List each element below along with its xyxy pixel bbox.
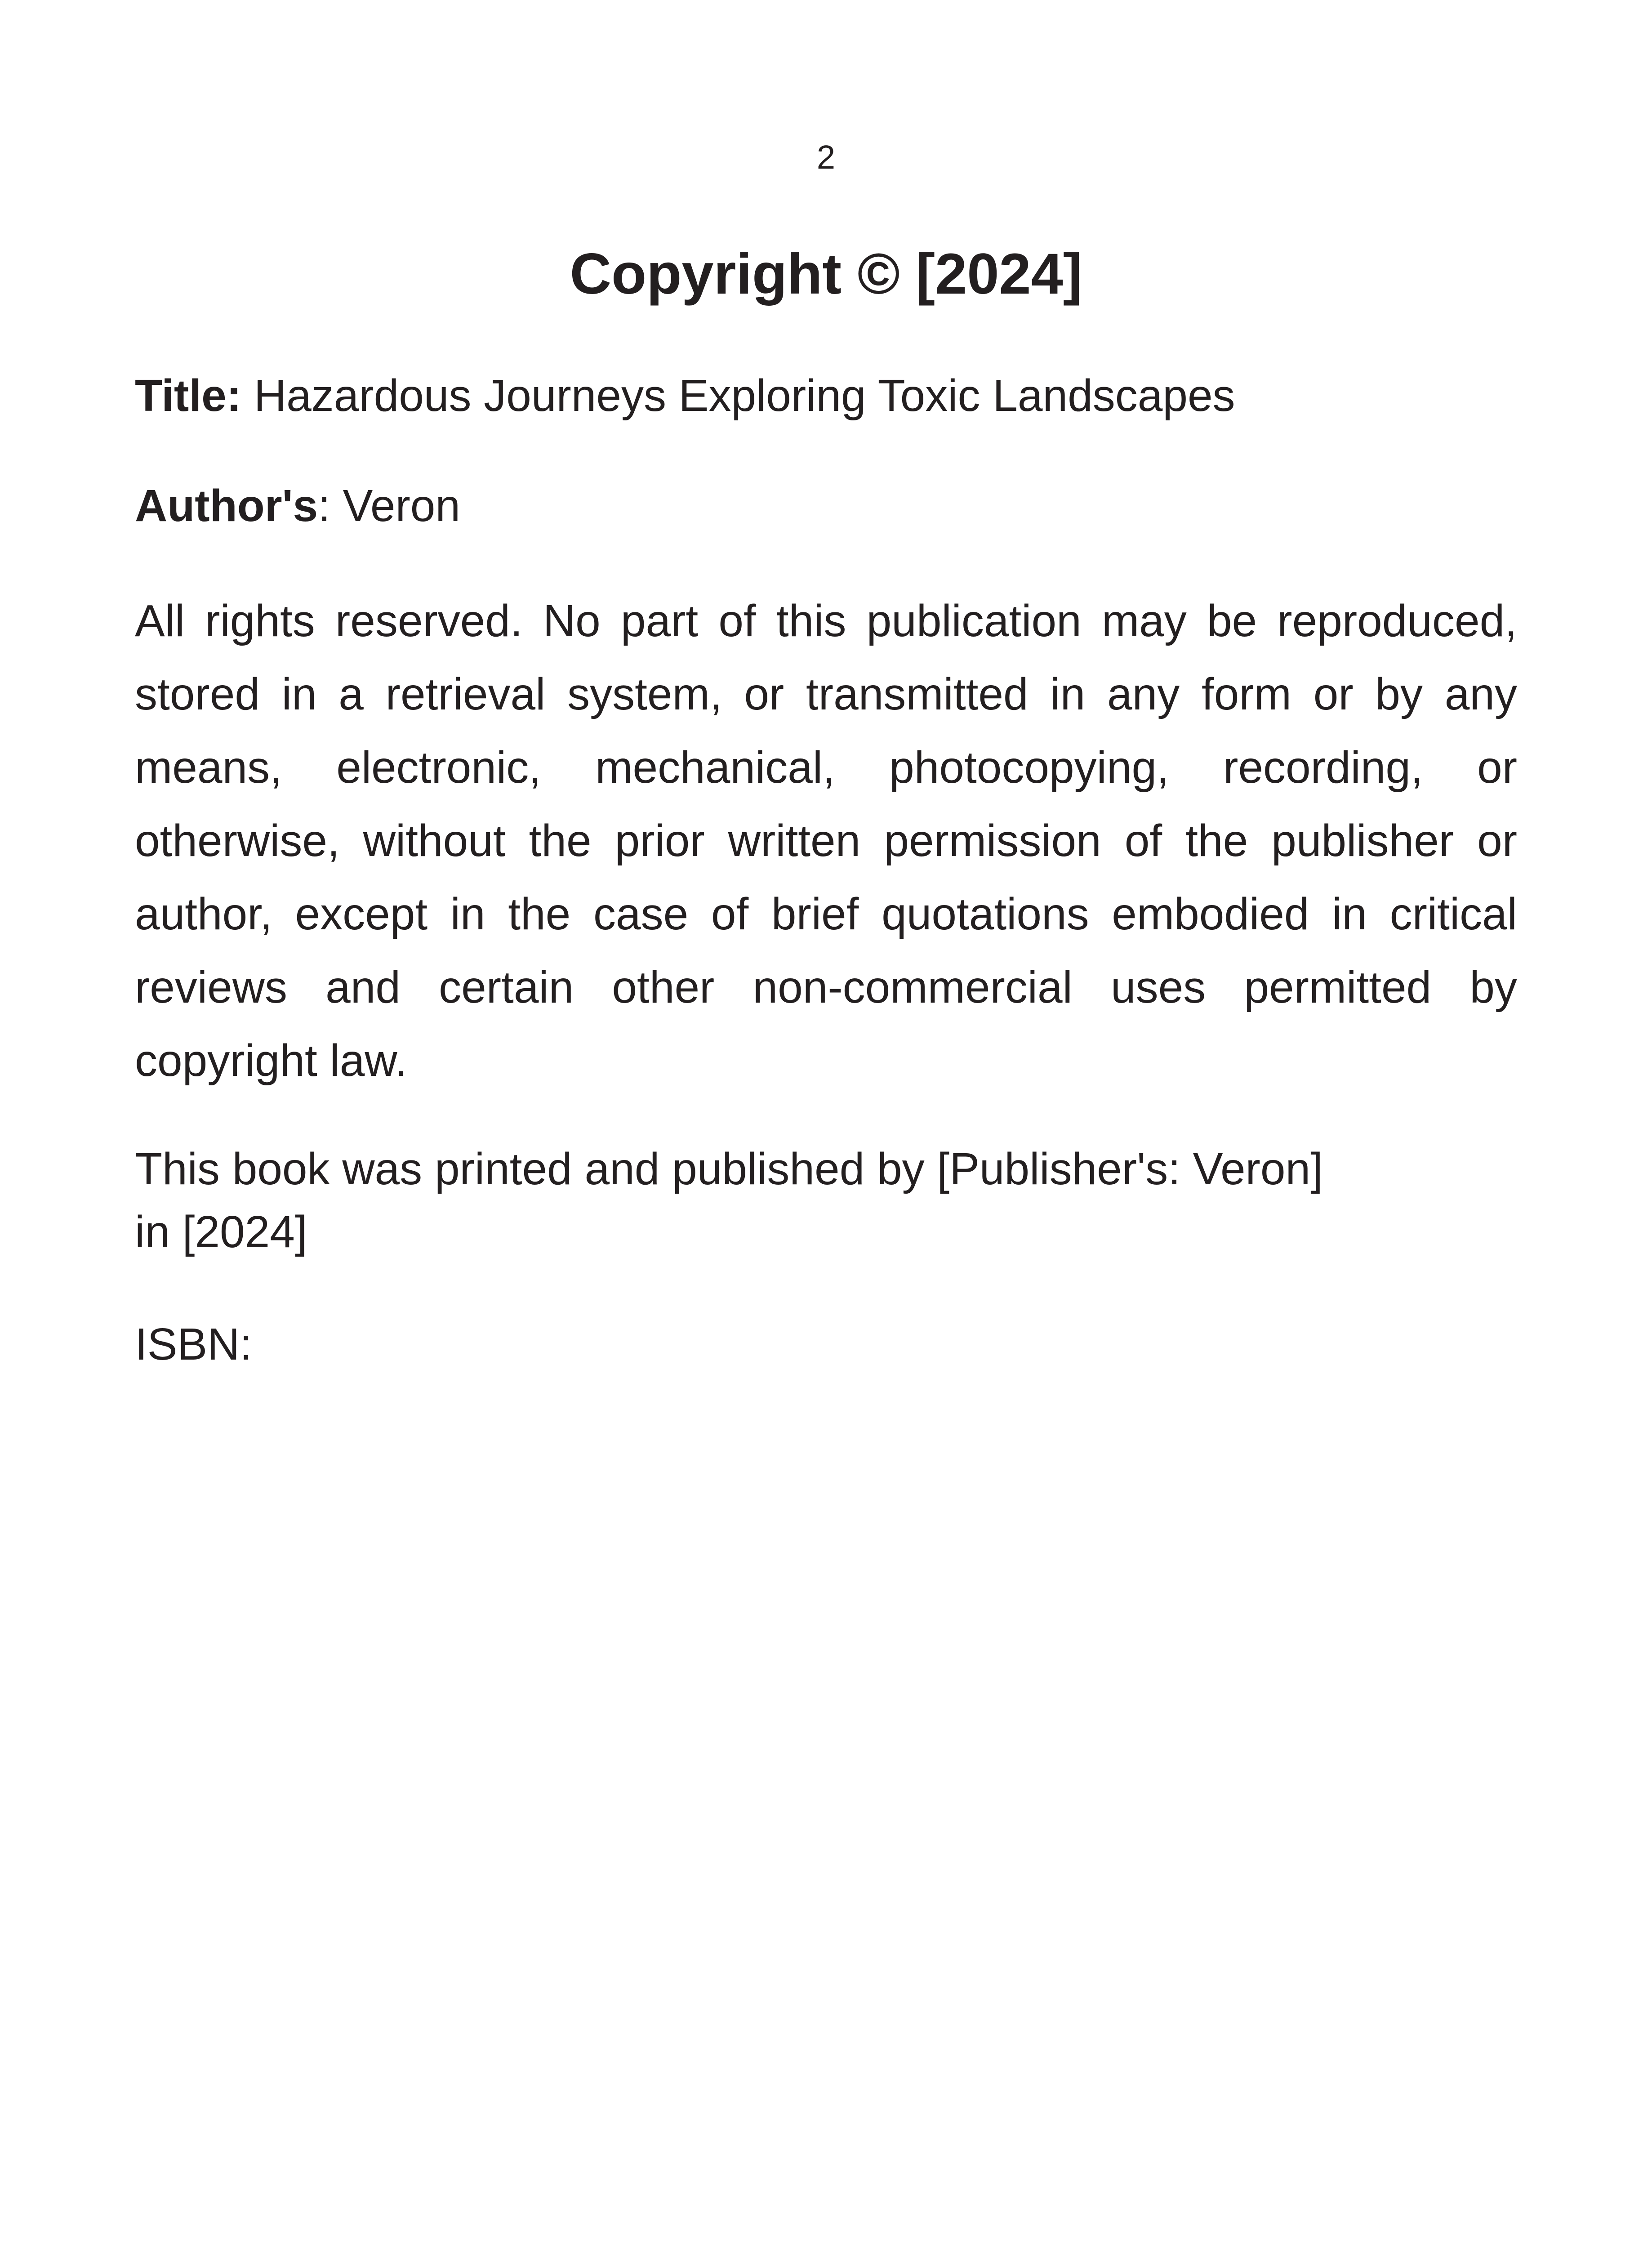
isbn-label: ISBN: <box>135 1319 253 1369</box>
title-label: Title: <box>135 370 242 421</box>
copyright-heading: Copyright © [2024] <box>570 242 1082 306</box>
published-statement <box>135 1137 1517 1263</box>
title-value: Hazardous Journeys Exploring Toxic Landscapes <box>241 370 1235 421</box>
title-line <box>135 364 1517 427</box>
published-line-2: in [2024] <box>135 1207 307 1257</box>
author-line <box>135 474 1517 537</box>
published-line-1: This book was printed and published by [Publisher's: Veron] <box>135 1144 1323 1194</box>
author-value: : Veron <box>318 481 460 531</box>
author-label: Author's <box>135 481 318 531</box>
rights-paragraph: All rights reserved. No part of this publication may be reproduced, stored in a retrieval system, or transmitted in any form or by any means, electronic, mechanical, photocopying, recording, or otherwise, without the prior written permission of the publisher or author, except in the case of brief quotations embodied in critical reviews and certain other non-commercial uses permitted by copyright law. <box>135 596 1517 1086</box>
page-number: 2 <box>816 138 836 176</box>
